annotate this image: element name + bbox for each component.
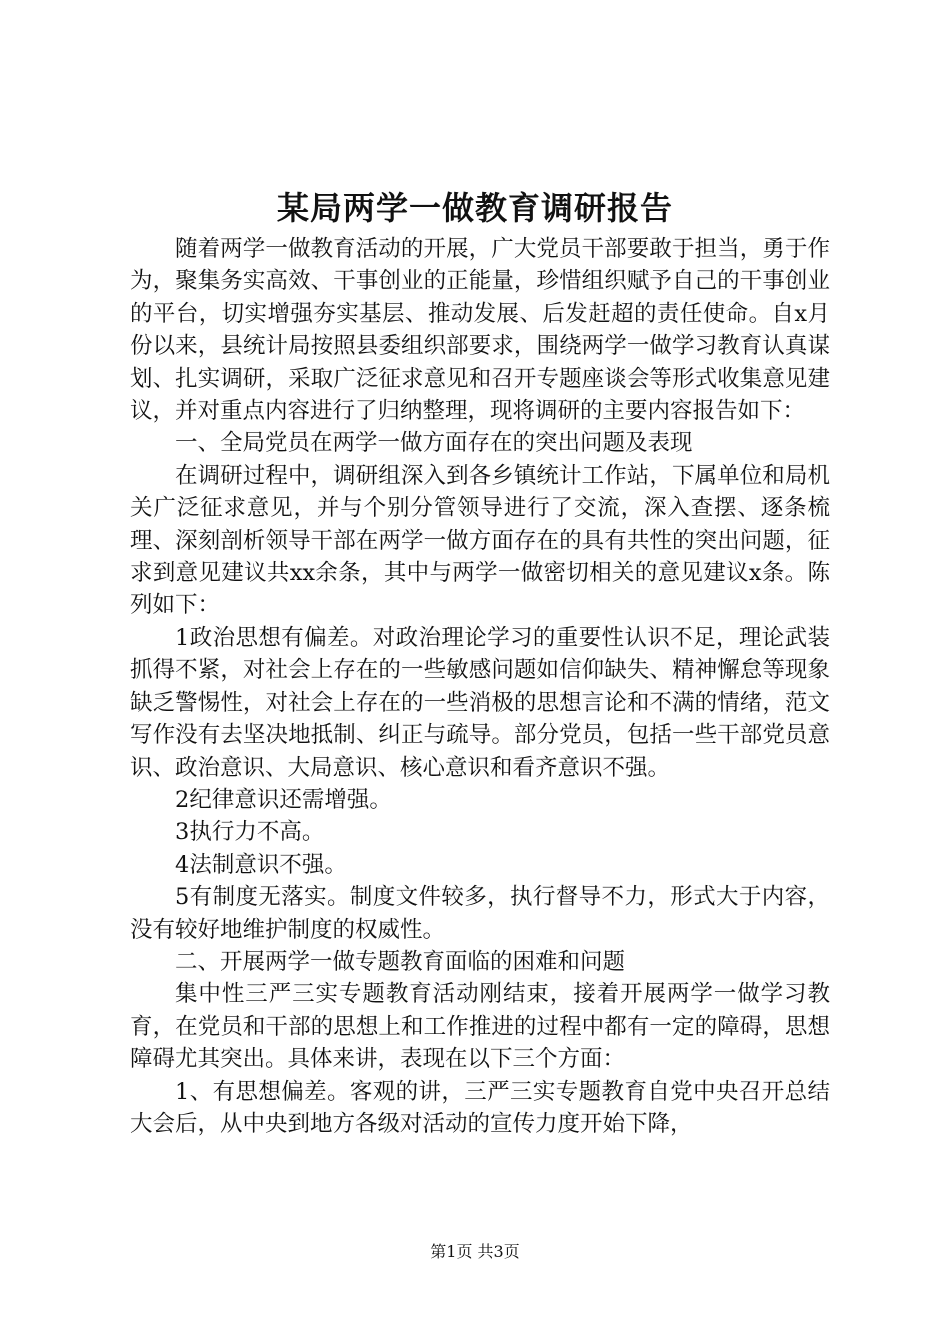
- list-item-4: 4法制意识不强。: [175, 851, 347, 878]
- document-body: [130, 233, 830, 1140]
- paragraph-difficulty-1: 1、有思想偏差。客观的讲，三严三实专题教育自党中央召开总结大会后，从中央到地方各级对活动的宣传力度开始下降，: [130, 1078, 830, 1137]
- section-heading-2: 二、开展两学一做专题教育面临的困难和问题: [175, 948, 626, 975]
- paragraph-difficulties: 集中性三严三实专题教育活动刚结束，接着开展两学一做学习教育，在党员和干部的思想上和工作推进的过程中都有一定的障碍，思想障碍尤其突出。具体来讲，表现在以下三个方面：: [130, 981, 830, 1073]
- list-item-1: 1政治思想有偏差。对政治理论学习的重要性认识不足，理论武装抓得不紧，对社会上存在的一些敏感问题如信仰缺失、精神懈怠等现象缺乏警惕性，对社会上存在的一些消极的思想言论和不满的情绪，范文写作没有去坚决地抵制、纠正与疏导。部分党员，包括一些干部党员意识、政治意识、大局意识、核心意识和看齐意识不强。: [130, 624, 830, 781]
- document-title: 某局两学一做教育调研报告: [276, 189, 673, 227]
- section-heading-1: 一、全局党员在两学一做方面存在的突出问题及表现: [175, 430, 693, 457]
- list-item-5: 5有制度无落实。制度文件较多，执行督导不力，形式大于内容，没有较好地维护制度的权威性。: [130, 884, 830, 943]
- paragraph-research-process: 在调研过程中，调研组深入到各乡镇统计工作站，下属单位和局机关广泛征求意见，并与个别分管领导进行了交流，深入查摆、逐条梳理、深刻剖析领导干部在两学一做方面存在的具有共性的突出问题，征求到意见建议共xx余条，其中与两学一做密切相关的意见建议x条。陈列如下：: [130, 462, 830, 619]
- list-item-3: 3执行力不高。: [175, 819, 325, 846]
- paragraph-intro: 随着两学一做教育活动的开展，广大党员干部要敢于担当，勇于作为，聚集务实高效、干事创业的正能量，珍惜组织赋予自己的干事创业的平台，切实增强夯实基层、推动发展、后发赶超的责任使命。自x月份以来，县统计局按照县委组织部要求，围绕两学一做学习教育认真谋划、扎实调研，采取广泛征求意见和召开专题座谈会等形式收集意见建议，并对重点内容进行了归纳整理，现将调研的主要内容报告如下：: [130, 236, 830, 425]
- page-footer: 第1页 共3页: [430, 1242, 520, 1261]
- list-item-2: 2纪律意识还需增强。: [175, 786, 392, 813]
